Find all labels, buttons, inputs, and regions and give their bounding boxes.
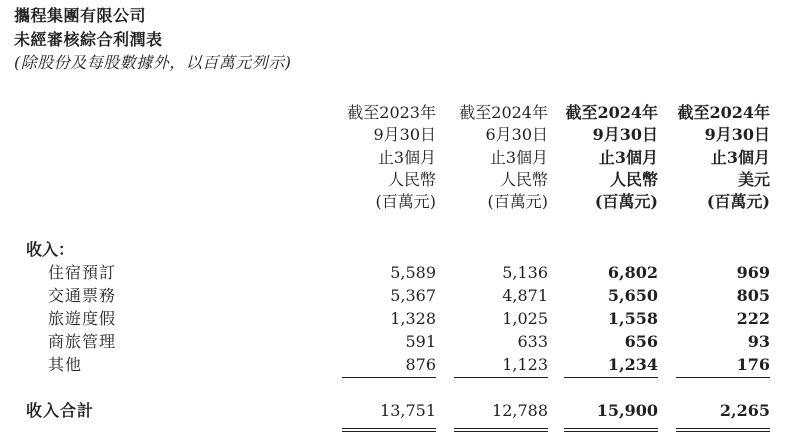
column-date: 9月30日: [704, 125, 770, 145]
column-period: 截至2024年: [459, 103, 548, 122]
cell-value: 6,802: [607, 263, 658, 282]
cell-value: 1,025: [502, 309, 548, 328]
cell-value: 1,328: [390, 309, 436, 328]
cell-value: 5,650: [607, 286, 658, 305]
subtotal-rule: [342, 377, 436, 378]
cell-value: 5,136: [502, 263, 548, 282]
row-label: 其他: [48, 355, 83, 374]
column-duration: 止3個月: [710, 147, 770, 167]
column-date: 9月30日: [373, 125, 436, 145]
statement-title: 未經審核綜合利潤表: [14, 30, 163, 49]
cell-value: 93: [747, 332, 770, 351]
total-double-rule: [454, 431, 548, 432]
revenue-section-label: 收入：: [26, 240, 75, 259]
column-period: 截至2023年: [347, 103, 436, 122]
column-unit: (百萬元): [487, 192, 548, 212]
subtotal-rule: [454, 377, 548, 378]
cell-value: 1,558: [607, 309, 658, 328]
table-row: [0, 354, 800, 376]
column-duration: 止3個月: [377, 147, 436, 167]
cell-value: 5,367: [390, 286, 436, 305]
column-period: 截至2024年: [565, 103, 658, 122]
cell-value: 1,234: [607, 355, 658, 374]
column-duration: 止3個月: [489, 147, 548, 167]
row-label: 住宿預訂: [48, 263, 117, 282]
total-value: 13,751: [380, 401, 436, 420]
total-label: 收入合計: [26, 401, 95, 420]
column-currency: 人民幣: [609, 169, 658, 189]
column-unit: (百萬元): [375, 192, 436, 212]
row-label: 商旅管理: [48, 332, 117, 351]
cell-value: 656: [624, 332, 658, 351]
column-currency: 美元: [737, 169, 770, 189]
column-date: 6月30日: [485, 125, 548, 145]
cell-value: 4,871: [502, 286, 548, 305]
total-double-rule: [454, 428, 548, 429]
column-header-q3-2023: [326, 102, 436, 213]
cell-value: 5,589: [390, 263, 436, 282]
column-currency: 人民幣: [387, 169, 436, 189]
subtotal-rule: [564, 377, 658, 378]
table-row: [0, 308, 800, 330]
total-double-rule: [676, 431, 770, 432]
cell-value: 176: [736, 355, 770, 374]
column-unit: (百萬元): [706, 192, 770, 212]
total-double-rule: [676, 428, 770, 429]
company-name: 攜程集團有限公司: [14, 6, 147, 25]
table-row: [0, 331, 800, 353]
subtotal-rule: [676, 377, 770, 378]
total-double-rule: [564, 428, 658, 429]
table-row: [0, 285, 800, 307]
table-row: [0, 262, 800, 284]
total-double-rule: [564, 431, 658, 432]
column-currency: 人民幣: [499, 169, 548, 189]
column-date: 9月30日: [592, 125, 658, 145]
cell-value: 1,123: [502, 355, 548, 374]
total-value: 15,900: [596, 401, 658, 420]
cell-value: 591: [405, 332, 436, 351]
total-double-rule: [342, 431, 436, 432]
column-duration: 止3個月: [598, 147, 658, 167]
total-value: 2,265: [719, 401, 770, 420]
row-label: 旅遊度假: [48, 309, 117, 328]
cell-value: 876: [405, 355, 436, 374]
cell-value: 805: [736, 286, 770, 305]
column-header-q3-2024-rmb: [548, 102, 658, 213]
column-unit: (百萬元): [594, 192, 658, 212]
column-period: 截至2024年: [677, 103, 770, 122]
cell-value: 222: [736, 309, 770, 328]
row-label: 交通票務: [48, 286, 117, 305]
total-double-rule: [342, 428, 436, 429]
statement-note: (除股份及每股數據外，以百萬元列示): [14, 53, 292, 72]
cell-value: 969: [736, 263, 770, 282]
cell-value: 633: [517, 332, 548, 351]
column-header-q2-2024: [438, 102, 548, 213]
total-row: [0, 400, 800, 422]
column-header-q3-2024-usd: [660, 102, 770, 213]
total-value: 12,788: [492, 401, 548, 420]
